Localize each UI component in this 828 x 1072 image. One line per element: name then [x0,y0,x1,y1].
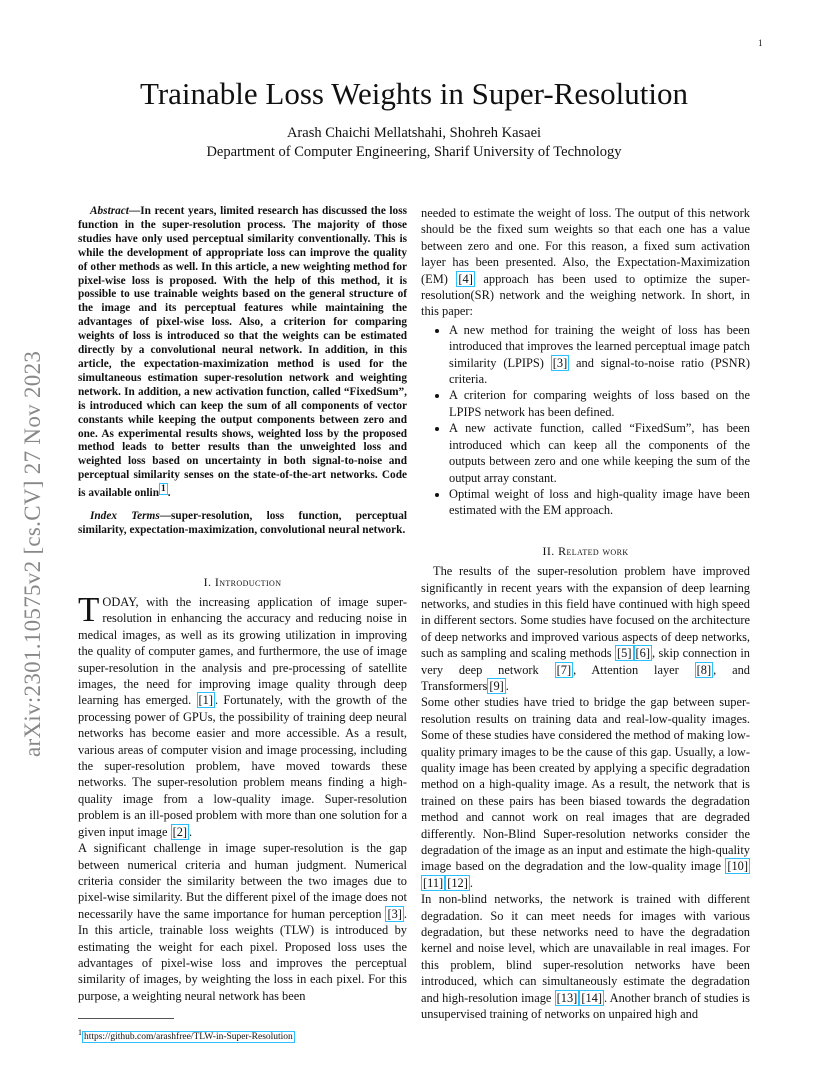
intro-paragraph-3 [421,205,750,320]
footnote-marker[interactable]: 1 [160,484,166,495]
text: , skip connection in very deep network [421,646,751,677]
citation-link[interactable]: [3] [387,906,402,921]
text: and signal-to-noise ratio (PSNR) criteria. [449,355,750,387]
footnote [78,1027,295,1043]
left-column [78,205,407,1004]
footnote-divider [78,1018,174,1019]
list-item [449,420,750,486]
citation-link[interactable]: [3] [552,355,568,370]
abstract [78,205,407,501]
text: . Fortunately, with the growth of the processing power of GPUs, the possibility of training deep neural networks has become easier and more accessible. As a result, various areas of computer vision and image processing, including the super-resolution problem, have moved towards these networks. The super-resolution problem means finding a high-quality image from a low-quality image. Super-resolution problem is an ill-posed problem with more than one solution for a given input image [78,693,407,839]
text: A new method for training the weight of loss has been introduced that improves the learned perceptual image patch similarity (LPIPS) [449,322,750,370]
arxiv-stamp: arXiv:2301.10575v2 [cs.CV] 27 Nov 2023 [20,350,45,757]
citation-link[interactable]: [5] [617,646,632,661]
related-paragraph-3 [421,891,750,1022]
text: . [189,824,193,839]
section-heading-introduction [78,574,407,590]
text: The results of the super-resolution problem have improved significantly in recent years with the expansion of deep learning networks, and studies in this field have continued with high speed in different sectors. Some studies have focused on the architecture of deep networks and improved various aspects of deep networks, such as sampling and scaling methods [421,564,750,661]
contribution-list [421,322,750,519]
text: A new activate function, called “FixedSum”, has been introduced which can keep all the components of the outputs between zero and one while keeping the sum of the output array constant. [449,421,750,485]
section-heading-related-work [421,543,750,559]
citation-link[interactable]: [2] [172,824,188,839]
citation-link[interactable]: [11] [423,875,444,890]
text: Optimal weight of loss and high-quality image have been estimated with the EM approach. [449,486,750,518]
citation-link[interactable]: [7] [556,662,572,677]
text: A criterion for comparing weights of loss based on the LPIPS network has been defined. [449,388,750,419]
drop-cap: T [78,590,100,630]
citation-link[interactable]: [12] [447,875,468,890]
citation-link[interactable]: [9] [489,678,504,693]
abstract-tail: . [167,486,171,499]
list-item [449,322,750,388]
text: In non-blind networks, the network is trained with different degradation. So it can meet needs for images with various degradation, but these networks need to have the degradation kernel and noise level, which are unavailable in real images. For this problem, blind super-resolution networks have been introduced, which can simultaneously estimate the degradation and high-resolution image [421,892,750,1005]
citation-link[interactable]: [8] [696,662,712,677]
intro-paragraph-1 [78,590,407,840]
citation-link[interactable]: [6] [635,646,650,661]
paper-title: Trainable Loss Weights in Super-Resolution [140,76,688,111]
text: approach has been used to optimize the super-resolution(SR) network and the weighing network. In short, in this paper: [421,271,751,319]
section-number: I. [203,574,215,589]
text: , Attention layer [573,662,695,677]
code-repository-link[interactable]: https://github.com/arashfree/TLW-in-Super-Resolution [83,1032,293,1043]
section-title: Related work [558,543,629,558]
text: A significant challenge in image super-resolution is the gap between numerical criteria and human judgment. Numerical criteria consider the similarity between the two images due to pixel-wise similarity. But the different pixel of the image does not necessarily have the same importance for human perception [78,841,407,921]
list-item [449,486,750,519]
footnote-number: 1 [78,1028,82,1037]
related-paragraph-1 [421,563,750,694]
text: ODAY, with the increasing application of image super-resolution in enhancing the accuracy and reducing noise in medical images, as well as its growing utilization in improving the quality of computer games, and furthermore, the use of image super-resolution in the analysis and pre-processing of satellite images, the need for improving image quality through deep learning has emerged. [78,595,407,708]
related-paragraph-2 [421,694,750,891]
citation-link[interactable]: [14] [581,990,602,1005]
author-block [0,124,828,162]
affiliation: Department of Computer Engineering, Sharif University of Technology [206,144,622,160]
text: . Another branch of studies is unsupervised training of networks on unpaired high and [421,990,750,1022]
citation-link[interactable]: [13] [556,990,578,1005]
page-number: 1 [758,38,763,48]
citation-link[interactable]: [4] [458,271,473,286]
abstract-body: —In recent years, limited research has discussed the loss function in the super-resolution process. The majority of those studies have only used perceptual similarity conventionally. This is while the development of appropriate loss can improve the quality of other methods as well. In this article, a new weighting method for pixel-wise loss is proposed. With the help of this method, it is possible to use trainable weights based on the general structure of the image and its perceptual features while maintaining the advantages of pixel-wise loss. Also, a criterion for comparing weights of loss is introduced so that the weights can be estimated directly by a convolutional neural network. In addition, in this article, the expectation-maximization method is used for the simultaneous estimation super-resolution network and weighting network. In addition, a new activation function, called “FixedSum”, is introduced which can keep the sum of all components of vector constants while keeping the output components between zero and one. As experimental results shows, weighted loss by the proposed method leads to better results than the unweighted loss and weighted loss based on uncertainty in both signal-to-noise and perceptual similarity senses on the state-of-the-art networks. Code is available onlin [78,205,407,499]
index-terms-label: Index Terms [90,509,160,522]
list-item [449,387,750,420]
text: . In this article, trainable loss weights (TLW) is introduced by estimating the weight for each pixel. Proposed loss uses the advantages of pixel-wise loss and improves the perceptual similarity of images, by weighting the loss in each pixel. For this purpose, a weighting neural network has been [78,906,407,1003]
right-column [421,205,750,1023]
authors: Arash Chaichi Mellatshahi, Shohreh Kasaei [286,125,542,141]
index-terms-body: —super-resolution, loss function, perceptual similarity, expectation-maximization, convolutional neural network. [78,509,407,536]
index-terms [78,510,407,538]
abstract-label: Abstract [90,205,129,217]
intro-paragraph-2 [78,840,407,1004]
text: Some other studies have tried to bridge the gap between super-resolution results on training data and real-low-quality images. Some of these studies have considered the method of making low-quality primary images to be the cause of this gap. Usually, a low-quality image has been created by applying a specific degradation method on a high-quality image. As a result, the network that is trained on these pairs has been biased towards the degradation method and cannot work on real images that are degraded differently. Non-Blind Super-resolution networks consider the degradation of the image as an input and estimate the high-quality image based on the degradation and the low-quality image [421,695,750,874]
text: , and Transformers [421,662,750,693]
citation-link[interactable]: [1] [198,693,213,708]
text: needed to estimate the weight of loss. The output of this network should be the fixed sum weights so that each one has a value between zero and one. For this reason, a fixed sum activation layer has been presented. Also, the Expectation-Maximization (EM) [421,206,750,286]
section-title: Introduction [214,574,282,589]
text: . [505,678,509,693]
citation-link[interactable]: [10] [727,859,748,874]
text: . [469,875,473,890]
section-number: II. [542,543,559,558]
